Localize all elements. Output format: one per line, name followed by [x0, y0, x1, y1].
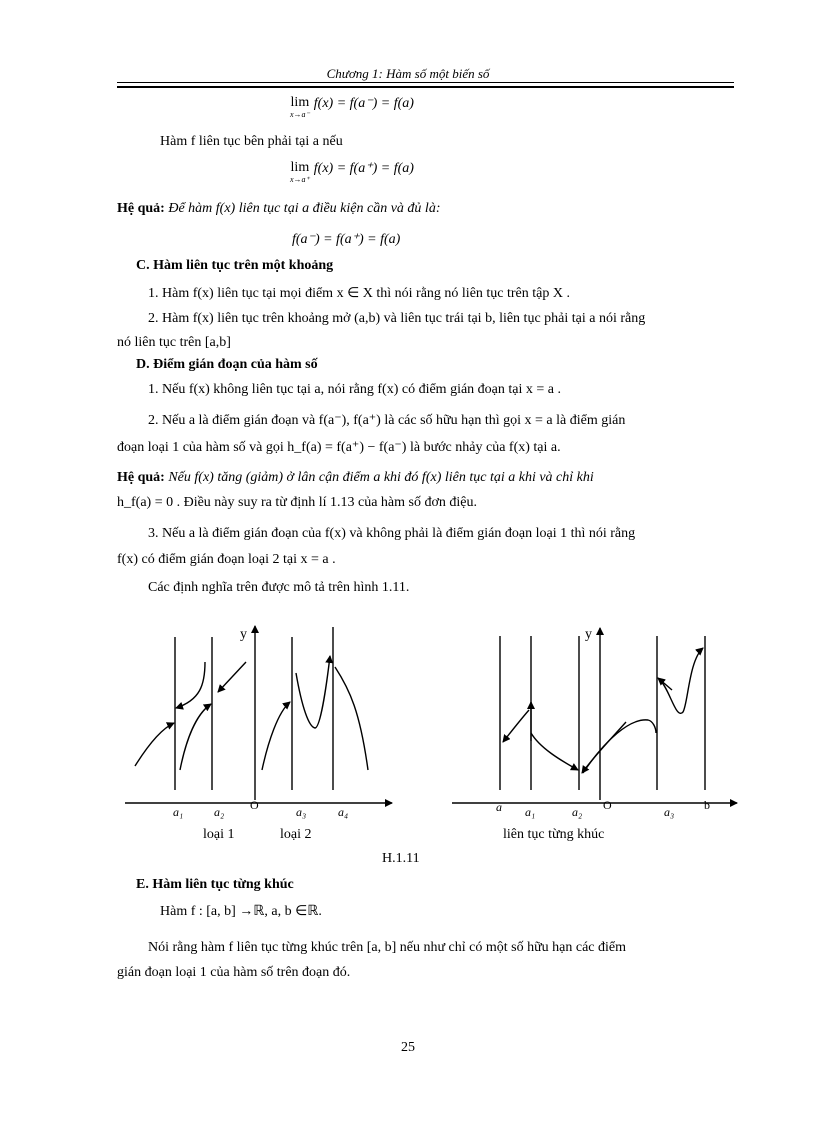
right-tick-a1: a₁ — [525, 805, 536, 819]
e-text-2: gián đoạn loại 1 của hàm số trên đoạn đó. — [117, 965, 351, 980]
d-item-3: 3. Nếu a là điểm gián đoạn của f(x) và không phải là điểm gián đoạn loại 1 thì nói rằng — [148, 526, 636, 541]
left-curve-7 — [335, 667, 368, 770]
left-curve-4 — [218, 662, 246, 692]
c-item-2: 2. Hàm f(x) liên tục trên khoảng mở (a,b) và liên tục trái tại b, liên tục phải tại a nói rằng — [148, 311, 646, 326]
left-curve-6 — [296, 656, 330, 728]
right-caption: liên tục từng khúc — [503, 827, 605, 842]
left-curve-1 — [135, 723, 174, 766]
figure-intro: Các định nghĩa trên được mô tả trên hình 1.11. — [148, 580, 410, 595]
left-tick-a2: a₂ — [214, 805, 225, 819]
left-caption-type1: loại 1 — [203, 827, 235, 842]
right-curve-5 — [582, 722, 626, 773]
figure-label: H.1.11 — [382, 851, 420, 866]
right-tick-o: O — [603, 798, 612, 812]
right-curve-2 — [531, 733, 578, 770]
corollary-2-cont: h_f(a) = 0 . Điều này suy ra từ định lí 1.13 của hàm số đơn điệu. — [117, 495, 477, 510]
left-caption-type2: loại 2 — [280, 827, 312, 842]
right-limit-formula: lim x→a⁺ f(x) = f(a⁺) = f(a) — [290, 160, 414, 184]
corollary-1: Hệ quả: Để hàm f(x) liên tục tại a điều kiện cần và đủ là: — [117, 201, 441, 216]
right-tick-b: b — [704, 798, 710, 812]
section-c-heading: C. Hàm liên tục trên một khoảng — [136, 258, 334, 273]
corollary-2: Hệ quả: Nếu f(x) tăng (giảm) ở lân cận điểm a khi đó f(x) liên tục tại a khi và chỉ khi — [117, 470, 594, 485]
e-definition: Hàm f : [a, b] →ℝ, a, b ∈ℝ. — [160, 904, 322, 919]
d-item-2-cont: đoạn loại 1 của hàm số và gọi h_f(a) = f(a⁺) − f(a⁻) là bước nhảy của f(x) tại a. — [117, 440, 561, 455]
right-tick-a3: a₃ — [664, 805, 675, 819]
d-item-3-cont: f(x) có điểm gián đoạn loại 2 tại x = a . — [117, 552, 336, 567]
right-continuity-text: Hàm f liên tục bên phải tại a nếu — [160, 134, 343, 149]
left-curve-2 — [176, 662, 205, 708]
right-y-label: y — [585, 627, 592, 642]
left-y-label: y — [240, 627, 247, 642]
section-d-heading: D. Điểm gián đoạn của hàm số — [136, 357, 318, 372]
left-limit-formula: lim x→a⁻ f(x) = f(a⁻) = f(a) — [290, 95, 414, 119]
running-header: Chương 1: Hàm số một biến số — [326, 66, 490, 81]
section-e-heading: E. Hàm liên tục từng khúc — [136, 877, 294, 892]
page-number: 25 — [401, 1040, 415, 1055]
left-tick-a3: a₃ — [296, 805, 307, 819]
left-curve-3 — [180, 704, 211, 770]
left-tick-o: O — [250, 798, 259, 812]
right-tick-a: a — [496, 800, 502, 814]
corollary-equation: f(a⁻) = f(a⁺) = f(a) — [292, 232, 401, 247]
right-curve-1 — [503, 710, 529, 742]
d-item-1: 1. Nếu f(x) không liên tục tại a, nói rằng f(x) có điểm gián đoạn tại x = a . — [148, 382, 561, 397]
d-item-2: 2. Nếu a là điểm gián đoạn và f(a⁻), f(a⁺) là các số hữu hạn thì gọi x = a là điểm gián — [148, 413, 626, 428]
right-tick-a2: a₂ — [572, 805, 583, 819]
left-curve-5 — [262, 702, 290, 770]
left-tick-a1: a₁ — [173, 805, 184, 819]
c-item-2-cont: nó liên tục trên [a,b] — [117, 335, 231, 350]
right-curve-4 — [583, 720, 656, 773]
right-curve-6 — [660, 648, 703, 713]
left-tick-a4: a₄ — [338, 805, 349, 819]
c-item-1: 1. Hàm f(x) liên tục tại mọi điểm x ∈ X thì nói rằng nó liên tục trên tập X . — [148, 286, 570, 301]
e-text-1: Nói rằng hàm f liên tục từng khúc trên [a, b] nếu như chỉ có một số hữu hạn các điểm — [148, 940, 627, 955]
